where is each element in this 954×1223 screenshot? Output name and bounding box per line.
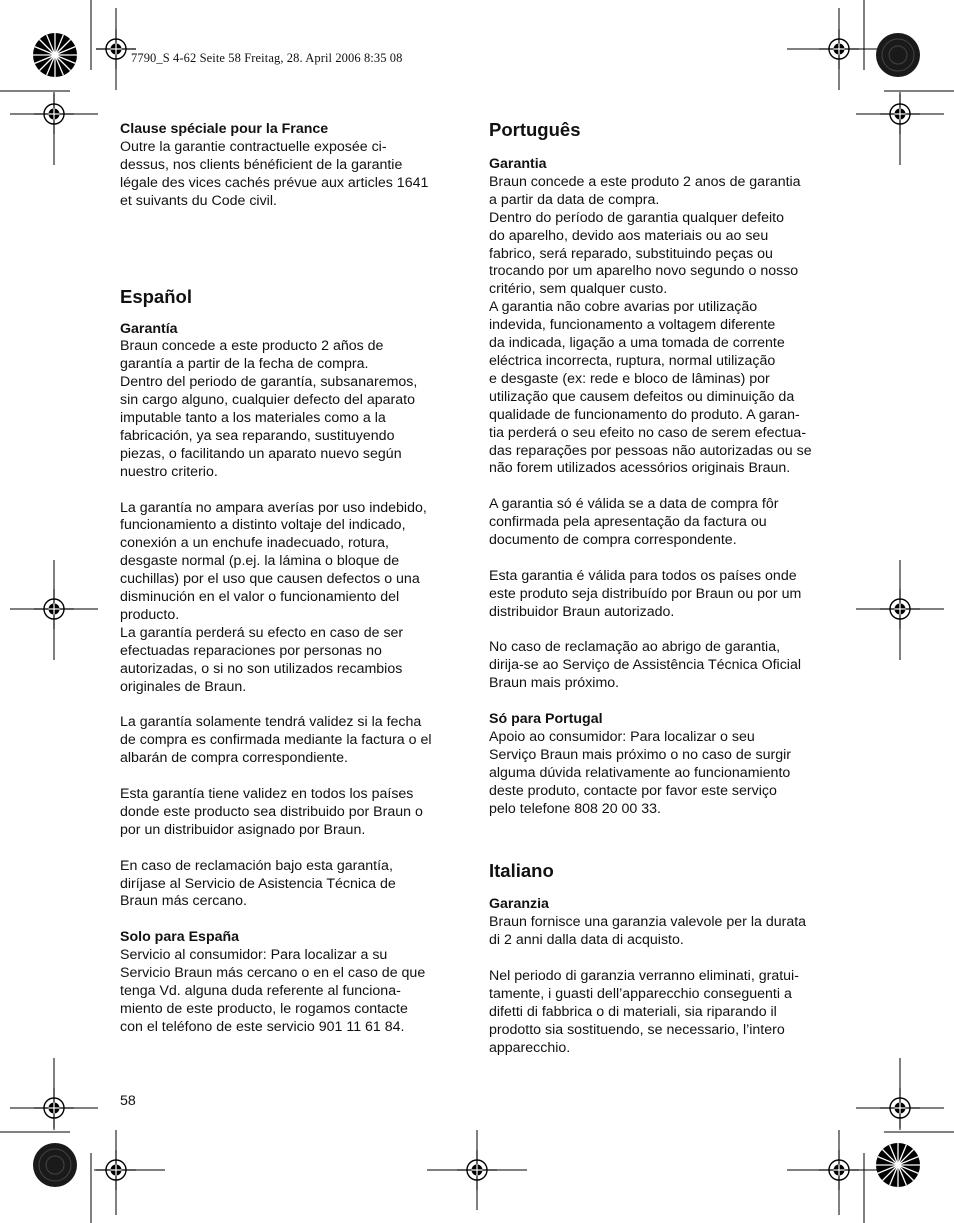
espanol-paragraph-6: Servicio al consumidor: Para localizar a su Servicio Braun más cercano o en el caso de que tenga Vd. alguna duda referente al funciona- miento de este producto, le rogamos contacte con el teléfono de este servicio 901 11 61 84. [120, 947, 426, 1035]
espanol-paragraph-1: Braun concede a este producto 2 años de garantía a partir de la fecha de compra. Dentro del periodo de garantía, subsanaremos, sin cargo alguno, cualquier defecto del aparato imputable tanto a los materiales como a la fabricación, ya sea reparando, sustituyendo piezas, o facilitando un aparato nuevo según nuestro criterio. [120, 338, 418, 480]
italiano-paragraph-1: Braun fornisce una garanzia valevole per la durata di 2 anni dalla data di acquisto. [489, 914, 807, 949]
so-portugal-heading: Só para Portugal [489, 711, 603, 728]
italiano-paragraph-2: Nel periodo di garanzia verranno eliminati, gratui- tamente, i guasti dell’apparecchio conseguenti a difetti di fabbrica o di materiali, sia riparando il prodotto sia sostituendo, se necessario, l’intero apparecchio. [489, 968, 799, 1056]
portugues-paragraph-2: A garantia só é válida se a data de compra fôr confirmada pela apresentação da factura ou documento de compra correspondente. [489, 496, 779, 549]
italiano-title: Italiano [489, 860, 554, 882]
espanol-paragraph-2: La garantía no ampara averías por uso indebido, funcionamiento a distinto voltaje del indicado, conexión a un enchufe inadecuado, rotura, desgaste normal (p.ej. la lámina o bloque de cuchillas) por el uso que causen defectos o una disminución en el valor o funcionamiento del producto. La garantía perderá su efecto en caso de ser efectuadas reparaciones por personas no autorizadas, o si no son utilizados recambios originales de Braun. [120, 499, 427, 695]
page-number: 58 [120, 1093, 136, 1109]
left-column [120, 121, 468, 1037]
italiano-garanzia-heading: Garanzia [489, 896, 549, 913]
espanol-garantia-heading: Garantía [120, 320, 178, 337]
espanol-title: Español [120, 285, 192, 307]
portugues-paragraph-4: No caso de reclamação ao abrigo de garantia, dirija-se ao Serviço de Assistência Técnica Oficial Braun mais próximo. [489, 639, 801, 692]
clause-text: Outre la garantie contractuelle exposée ci- dessus, nos clients bénéficient de la garantie légale des vices cachés prévue aux articles 1641 et suivants du Code civil. [120, 138, 429, 209]
right-column [489, 119, 841, 1058]
clause-heading: Clause spéciale pour la France [120, 121, 329, 137]
print-slug: 7790_S 4-62 Seite 58 Freitag, 28. April 2006 8:35 08 [131, 51, 403, 65]
portugues-title: Português [489, 119, 581, 140]
portugues-paragraph-5: Apoio ao consumidor: Para localizar o seu Serviço Braun mais próximo o no caso de surgir alguma dúvida relativamente ao funcionamiento deste produto, contacte por favor este serviço pelo telefone 808 20 00 33. [489, 728, 792, 817]
portugues-paragraph-3: Esta garantia é válida para todos os países onde este produto seja distribuído por Braun ou por um distribuidor Braun autorizado. [489, 567, 802, 620]
espanol-paragraph-4: Esta garantía tiene validez en todos los países donde este producto sea distribuido por Braun o por un distribuidor asignado por Braun. [120, 786, 423, 838]
espanol-paragraph-3: La garantía solamente tendrá validez si la fecha de compra es confirmada mediante la factura o el albarán de compra correspondiente. [120, 714, 432, 767]
portugues-garantia-heading: Garantia [489, 156, 547, 172]
espanol-paragraph-5: En caso de reclamación bajo esta garantía, diríjase al Servicio de Asistencia Técnica de Braun más cercano. [120, 857, 396, 910]
portugues-paragraph-1: Braun concede a este produto 2 anos de garantia a partir da data de compra. Dentro do período de garantia qualquer defeito do aparelho, devido aos materiais ou ao seu fabrico, será reparado, substituindo peças ou trocando por um aparelho novo segundo o nosso critério, sem qualquer custo. A garantia não cobre avarias por utilização indevida, funcionamento a voltagem diferente da indicada, ligação a uma tomada de corrente eléctrica incorrecta, ruptura, normal utilização e desgaste (ex: rede e bloco de lâminas) por utilização que causem defeitos ou diminuição da qualidade de funcionamento do produto. A garan- tia perderá o seu efeito no caso de serem efectua- das reparações por pessoas não autorizadas ou se não forem utilizados acessórios originais Braun. [489, 173, 812, 477]
solo-espana-heading: Solo para España [120, 929, 240, 946]
